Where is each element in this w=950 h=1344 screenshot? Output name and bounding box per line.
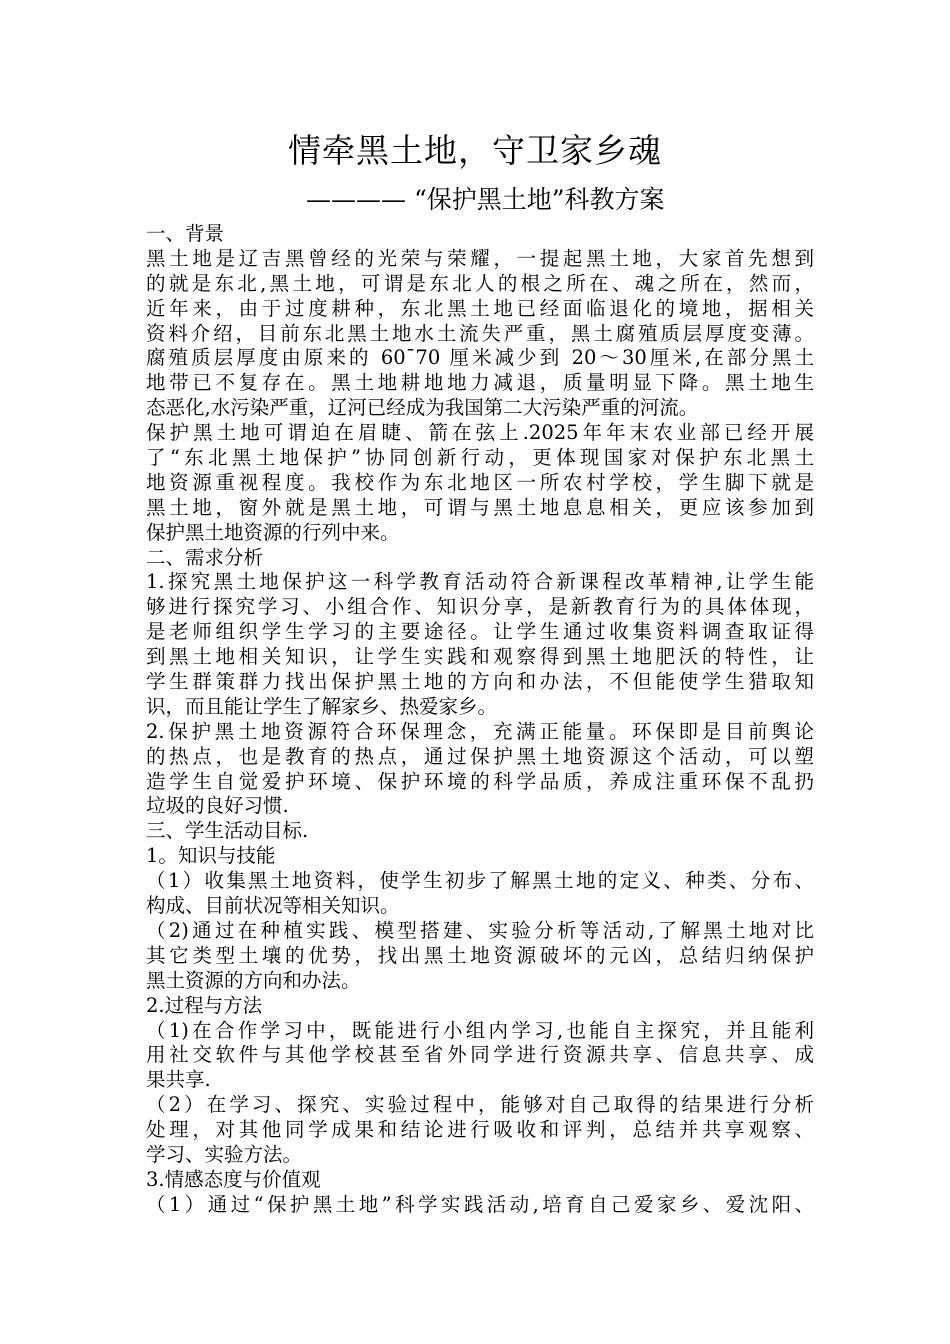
body-line: 地带已不复存在。黑土地耕地地力减退，质量明显下降。黑土地生 (146, 371, 814, 395)
body-line: 黑土地是辽吉黑曾经的光荣与荣耀，一提起黑土地，大家首先想到 (146, 246, 814, 270)
body-line: 黑土地，窗外就是黑土地，可谓与黑土地息息相关，更应该参加到 (146, 495, 814, 519)
section-heading-background: 一、背景 (146, 222, 225, 245)
body-line: 构成、目前状况等相关知识。 (146, 894, 400, 918)
body-line: 保护黑土地资源的行列中来。 (146, 520, 400, 544)
body-line: （2)通过在种植实践、模型搭建、实验分析等活动,了解黑土地对比 (146, 918, 814, 942)
body-line: （2）在学习、探究、实验过程中，能够对自己取得的结果进行分析 (146, 1093, 814, 1117)
body-line: 了“东北黑土地保护”协同创新行动，更体现国家对保护东北黑土 (146, 446, 814, 470)
body-line: 用社交软件与其他学校甚至省外同学进行资源共享、信息共享、成 (146, 1043, 814, 1067)
body-line: 地资源重视程度。我校作为东北地区一所农村学校，学生脚下就是 (146, 470, 814, 494)
body-line: 学习、实验方法。 (146, 1142, 303, 1166)
section-heading-activity-goals: 三、学生活动目标. (146, 819, 309, 843)
body-line: 识，而且能让学生了解家乡、热爱家乡。 (146, 694, 498, 718)
section-heading-needs-analysis: 二、需求分析 (146, 545, 264, 569)
body-line: 资料介绍，目前东北黑土地水土流失严重，黑土腐殖质层厚度变薄。 (146, 321, 814, 345)
body-line: 态恶化,水污染严重，辽河已经成为我国第二大污染严重的河流。 (146, 396, 699, 420)
body-line: 2.保护黑土地资源符合环保理念，充满正能量。环保即是目前舆论 (146, 719, 814, 743)
body-line: 处理，对其他同学成果和结论进行吸收和评判，总结并共享观察、 (146, 1118, 814, 1142)
body-line: 学生群策群力找出保护黑土地的方向和办法，不但能使学生猎取知 (146, 670, 814, 694)
body-line: 的就是东北,黑土地，可谓是东北人的根之所在、魂之所在，然而， (146, 271, 814, 295)
body-line: （1）通过“保护黑土地”科学实践活动,培育自己爱家乡、爱沈阳、 (146, 1192, 814, 1216)
body-line: 近年来，由于过度耕种，东北黑土地已经面临退化的境地，据相关 (146, 296, 814, 320)
document-title: 情牵黑土地，守卫家乡魂 (288, 131, 662, 170)
body-line: 其它类型土壤的优势，找出黑土地资源破坏的元凶，总结归纳保护 (146, 943, 814, 967)
subheading-attitudes-values: 3.情感态度与价值观 (146, 1167, 321, 1191)
subheading-process-methods: 2.过程与方法 (146, 993, 263, 1017)
body-line: 果共享. (146, 1068, 211, 1092)
body-line: （1）收集黑土地资料，使学生初步了解黑土地的定义、种类、分布、 (146, 869, 814, 893)
document-subtitle: ———— “保护黑土地”科教方案 (306, 185, 665, 214)
body-line: 黑土资源的方向和办法。 (146, 968, 361, 992)
body-line: 造学生自觉爱护环境、保护环境的科学品质，养成注重环保不乱扔 (146, 769, 814, 793)
subheading-knowledge-skills: 1。知识与技能 (146, 844, 276, 868)
body-line: （1)在合作学习中，既能进行小组内学习,也能自主探究，并且能利 (146, 1018, 814, 1042)
body-line: 是老师组织学生学习的主要途径。让学生通过收集资料调查取证得 (146, 620, 814, 644)
body-line: 垃圾的良好习惯. (146, 794, 289, 818)
body-line: 够进行探究学习、小组合作、知识分享，是新教育行为的具体体现， (146, 595, 814, 619)
body-line: 1.探究黑土地保护这一科学教育活动符合新课程改革精神,让学生能 (146, 570, 814, 594)
document-body (146, 222, 814, 1218)
body-line: 到黑土地相关知识，让学生实践和观察得到黑土地肥沃的特性，让 (146, 645, 814, 669)
body-line: 的热点，也是教育的热点，通过保护黑土地资源这个活动，可以塑 (146, 744, 814, 768)
body-line: 保护黑土地可谓迫在眉睫、箭在弦上.2025年年末农业部已经开展 (146, 421, 814, 445)
body-line: 腐殖质层厚度由原来的 60¯70 厘米减少到 20～30厘米,在部分黑土 (146, 346, 814, 370)
